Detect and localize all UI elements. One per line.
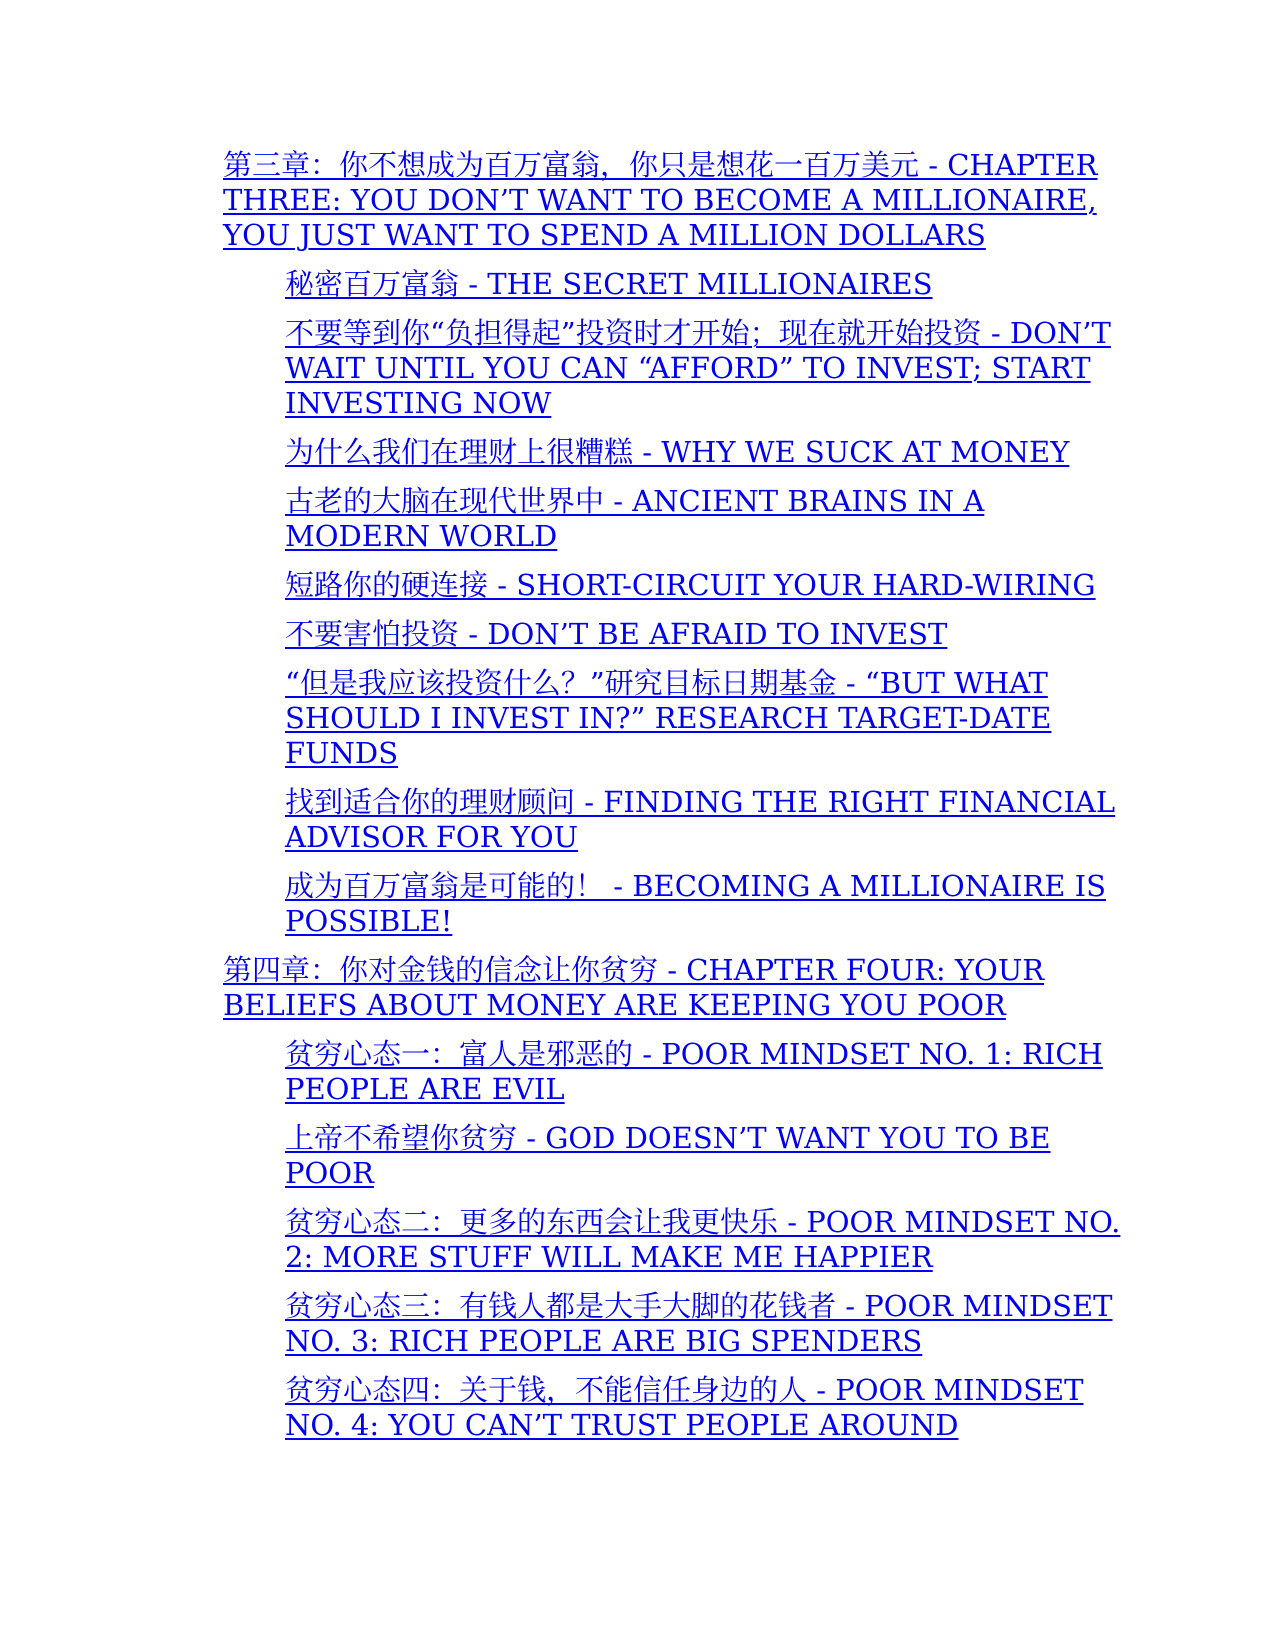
toc-link-god-doesnt-want[interactable]: 上帝不希望你贫穷 - GOD DOESN’T WANT YOU TO BE POOR <box>285 1121 1051 1190</box>
toc-section-entry <box>223 568 1123 603</box>
toc-section-entry <box>223 484 1123 554</box>
table-of-contents <box>223 148 1123 1457</box>
toc-link-secret-millionaires[interactable]: 秘密百万富翁 - THE SECRET MILLIONAIRES <box>285 267 933 301</box>
toc-link-chapter-three[interactable]: 第三章：你不想成为百万富翁，你只是想花一百万美元 - CHAPTER THREE: YOU DON’T WANT TO BECOME A MILLIONAIRE, YOU JUST WANT TO SPEND A MILLION DOLLARS <box>223 148 1098 252</box>
toc-link-target-date-funds[interactable]: “但是我应该投资什么？”研究目标日期基金 - “BUT WHAT SHOULD I INVEST IN?” RESEARCH TARGET-DATE FUNDS <box>285 666 1052 770</box>
toc-section-entry <box>223 1037 1123 1107</box>
toc-link-ancient-brains[interactable]: 古老的大脑在现代世界中 - ANCIENT BRAINS IN A MODERN WORLD <box>285 484 985 553</box>
toc-section-entry <box>223 435 1123 470</box>
toc-link-short-circuit[interactable]: 短路你的硬连接 - SHORT-CIRCUIT YOUR HARD-WIRING <box>285 568 1096 602</box>
toc-section-entry <box>223 1121 1123 1191</box>
toc-section-entry <box>223 1205 1123 1275</box>
toc-link-dont-be-afraid[interactable]: 不要害怕投资 - DON’T BE AFRAID TO INVEST <box>285 617 948 651</box>
toc-link-becoming-millionaire[interactable]: 成为百万富翁是可能的！ - BECOMING A MILLIONAIRE IS POSSIBLE! <box>285 869 1106 938</box>
toc-section-entry <box>223 316 1123 421</box>
toc-section-entry <box>223 617 1123 652</box>
toc-link-why-we-suck-at-money[interactable]: 为什么我们在理财上很糟糕 - WHY WE SUCK AT MONEY <box>285 435 1070 469</box>
toc-link-chapter-four[interactable]: 第四章：你对金钱的信念让你贫穷 - CHAPTER FOUR: YOUR BELIEFS ABOUT MONEY ARE KEEPING YOU POOR <box>223 953 1045 1022</box>
toc-link-start-investing-now[interactable]: 不要等到你“负担得起”投资时才开始；现在就开始投资 - DON’T WAIT UNTIL YOU CAN “AFFORD” TO INVEST; START INVESTING NOW <box>285 316 1111 420</box>
toc-link-financial-advisor[interactable]: 找到适合你的理财顾问 - FINDING THE RIGHT FINANCIAL ADVISOR FOR YOU <box>285 785 1116 854</box>
toc-link-poor-mindset-4[interactable]: 贫穷心态四：关于钱，不能信任身边的人 - POOR MINDSET NO. 4: YOU CAN’T TRUST PEOPLE AROUND <box>285 1373 1084 1442</box>
toc-section-entry <box>223 869 1123 939</box>
toc-link-poor-mindset-1[interactable]: 贫穷心态一：富人是邪恶的 - POOR MINDSET NO. 1: RICH PEOPLE ARE EVIL <box>285 1037 1103 1106</box>
toc-section-entry <box>223 785 1123 855</box>
toc-section-entry <box>223 267 1123 302</box>
toc-section-entry <box>223 1289 1123 1359</box>
toc-section-entry <box>223 1373 1123 1443</box>
toc-chapter-entry <box>223 953 1123 1023</box>
toc-section-entry <box>223 666 1123 771</box>
toc-chapter-entry <box>223 148 1123 253</box>
toc-link-poor-mindset-2[interactable]: 贫穷心态二：更多的东西会让我更快乐 - POOR MINDSET NO. 2: MORE STUFF WILL MAKE ME HAPPIER <box>285 1205 1121 1274</box>
toc-link-poor-mindset-3[interactable]: 贫穷心态三：有钱人都是大手大脚的花钱者 - POOR MINDSET NO. 3: RICH PEOPLE ARE BIG SPENDERS <box>285 1289 1113 1358</box>
